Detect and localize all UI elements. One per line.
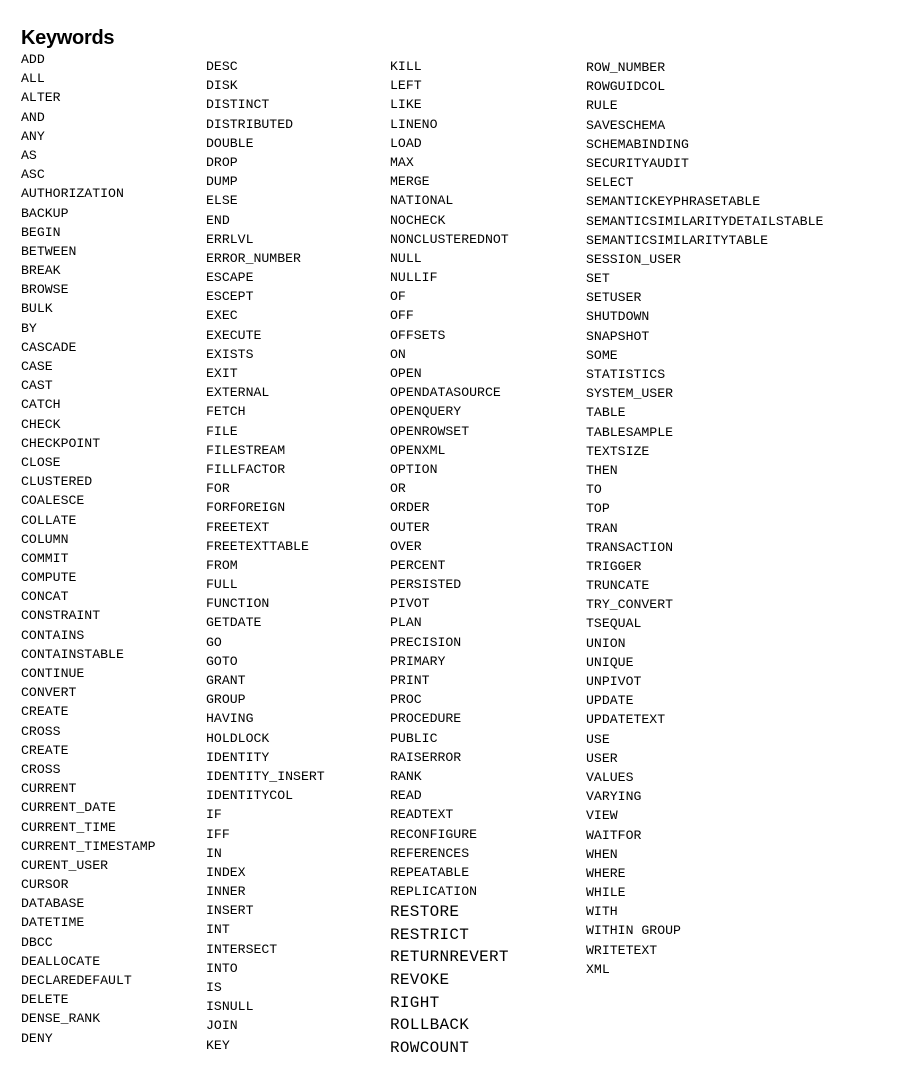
keyword-item: AUTHORIZATION [21, 186, 124, 202]
keyword-item: PERSISTED [390, 577, 462, 593]
keyword-item: ROWGUIDCOL [586, 79, 666, 95]
keyword-item: IF [206, 807, 222, 823]
keyword-item: NOCHECK [390, 212, 446, 228]
keyword-item: USE [586, 731, 610, 747]
keyword-item: FROM [206, 557, 238, 573]
keyword-item: DATABASE [21, 896, 85, 912]
keyword-item: READTEXT [390, 807, 454, 823]
keyword-item: INNER [206, 884, 246, 900]
keyword-item: ALTER [21, 90, 61, 106]
keyword-item: DUMP [206, 174, 238, 190]
keyword-item: ADD [21, 52, 45, 67]
keyword-item: SETUSER [586, 290, 642, 306]
keyword-item: WHERE [586, 865, 626, 881]
keyword-item: ERROR_NUMBER [206, 250, 301, 266]
keyword-item: TRANSACTION [586, 539, 674, 555]
keyword-item: DOUBLE [206, 135, 254, 151]
keyword-item: BACKUP [21, 205, 69, 221]
keyword-item: FULL [206, 577, 238, 593]
keyword-item: CURRENT_TIMESTAMP [21, 838, 156, 854]
keyword-item: ON [390, 346, 406, 362]
keyword-item: CREATE [21, 704, 69, 720]
keyword-item: CASE [21, 359, 53, 374]
keyword-item: EXISTS [206, 346, 254, 362]
keyword-item: OFF [390, 308, 414, 324]
keyword-item: TEXTSIZE [586, 443, 650, 459]
keyword-item: SEMANTICSIMILARITYDETAILSTABLE [586, 213, 824, 229]
keyword-item: CURSOR [21, 877, 69, 893]
keyword-item: NONCLUSTEREDNOT [390, 231, 509, 247]
keyword-item: GETDATE [206, 615, 262, 631]
keyword-item: WITHIN GROUP [586, 923, 681, 939]
keyword-item: IDENTITYCOL [206, 788, 294, 804]
keyword-item: RIGHT [390, 993, 440, 1012]
keyword-item: RECONFIGURE [390, 826, 478, 842]
keyword-item: MAX [390, 154, 414, 170]
keyword-item: DESC [206, 59, 238, 74]
keyword-item: TO [586, 482, 602, 498]
keyword-column-4 [586, 58, 823, 979]
keyword-item: TRY_CONVERT [586, 597, 674, 613]
keyword-item: VARYING [586, 789, 642, 805]
keyword-item: SEMANTICKEYPHRASETABLE [586, 194, 761, 210]
keyword-item: TRIGGER [586, 558, 642, 574]
keyword-item: COMPUTE [21, 570, 77, 586]
keyword-column-2 [206, 57, 325, 1055]
keyword-item: CHECKPOINT [21, 435, 101, 451]
keyword-item: CROSS [21, 723, 61, 739]
keyword-item: UPDATETEXT [586, 712, 666, 728]
keyword-item: NULLIF [390, 270, 438, 286]
keyword-item: BY [21, 320, 37, 336]
keyword-item: FETCH [206, 404, 246, 420]
keyword-item: EXECUTE [206, 327, 262, 343]
keyword-item: CAST [21, 378, 53, 394]
keyword-item: DBCC [21, 934, 53, 950]
keyword-item: CURENT_USER [21, 857, 109, 873]
keyword-item: SOME [586, 347, 618, 363]
keyword-item: REFERENCES [390, 845, 470, 861]
keyword-item: SAVESCHEMA [586, 117, 666, 133]
keyword-item: ANY [21, 128, 45, 144]
keyword-item: CREATE [21, 742, 69, 758]
keyword-item: OPENQUERY [390, 404, 462, 420]
keyword-item: BEGIN [21, 224, 61, 240]
keyword-item: OPENROWSET [390, 423, 470, 439]
keyword-item: INDEX [206, 864, 246, 880]
keyword-item: USER [586, 750, 618, 766]
keyword-item: CLOSE [21, 454, 61, 470]
keyword-item: AS [21, 147, 37, 163]
keyword-item: SYSTEM_USER [586, 386, 674, 402]
keyword-item: WHILE [586, 885, 626, 901]
keyword-item: RAISERROR [390, 749, 462, 765]
keyword-item: SECURITYAUDIT [586, 155, 689, 171]
keyword-column-3 [390, 57, 509, 1059]
keyword-item: PROC [390, 692, 422, 708]
keyword-item: REPEATABLE [390, 864, 470, 880]
keyword-item: CROSS [21, 761, 61, 777]
keyword-item: RETURNREVERT [390, 948, 509, 967]
keyword-item: SET [586, 271, 610, 287]
keyword-item: CONTAINSTABLE [21, 646, 124, 662]
keyword-item: INT [206, 922, 230, 938]
keyword-item: OFFSETS [390, 327, 446, 343]
keyword-item: FILESTREAM [206, 442, 286, 458]
page-title: Keywords [21, 27, 115, 50]
keyword-item: TABLE [586, 405, 626, 421]
keyword-item: CURRENT_DATE [21, 800, 116, 816]
keyword-item: ESCAPE [206, 270, 254, 286]
keyword-item: DENSE_RANK [21, 1011, 101, 1027]
keyword-item: FUNCTION [206, 596, 270, 612]
keyword-item: BROWSE [21, 282, 69, 298]
keyword-item: CONTINUE [21, 666, 85, 681]
keyword-item: OF [390, 289, 406, 305]
keyword-item: AND [21, 109, 45, 125]
keyword-item: FOR [206, 481, 230, 497]
keyword-item: COLLATE [21, 512, 77, 528]
keyword-item: CLUSTERED [21, 474, 93, 490]
keyword-item: PROCEDURE [390, 711, 462, 727]
keyword-item: ROW_NUMBER [586, 60, 666, 75]
keyword-item: GROUP [206, 692, 246, 708]
keyword-item: FREETEXT [206, 519, 270, 535]
keyword-item: WHEN [586, 846, 618, 862]
keyword-item: KEY [206, 1037, 230, 1053]
keyword-item: IDENTITY [206, 749, 270, 765]
keyword-item: PRIMARY [390, 653, 446, 669]
keyword-item: XML [586, 961, 610, 977]
keyword-item: INSERT [206, 903, 254, 919]
keyword-item: DISK [206, 78, 238, 94]
keyword-item: CONTAINS [21, 627, 85, 643]
keyword-item: DENY [21, 1030, 53, 1046]
keyword-item: OUTER [390, 519, 430, 535]
keyword-item: TOP [586, 501, 610, 517]
keyword-item: ASC [21, 167, 45, 183]
keyword-item: VIEW [586, 808, 618, 824]
keyword-item: PRECISION [390, 634, 462, 650]
keyword-item: BULK [21, 301, 53, 317]
keyword-item: NULL [390, 250, 422, 266]
keyword-item: ORDER [390, 500, 430, 516]
keyword-item: ROWCOUNT [390, 1038, 470, 1057]
keyword-item: RANK [390, 768, 422, 784]
keyword-item: WAITFOR [586, 827, 642, 843]
keyword-item: FILLFACTOR [206, 461, 286, 477]
keyword-item: PUBLIC [390, 730, 438, 746]
keyword-item: OVER [390, 538, 422, 554]
keyword-item: BREAK [21, 263, 61, 279]
keyword-item: CASCADE [21, 339, 77, 355]
keyword-item: DISTRIBUTED [206, 116, 294, 132]
keyword-item: LEFT [390, 78, 422, 94]
keyword-item: OPENDATASOURCE [390, 385, 501, 401]
keyword-item: TABLESAMPLE [586, 424, 674, 440]
keyword-item: JOIN [206, 1018, 238, 1034]
keyword-item: OPENXML [390, 442, 446, 458]
keyword-item: COALESCE [21, 493, 85, 509]
keyword-item: NATIONAL [390, 193, 454, 209]
keyword-item: GO [206, 634, 222, 650]
keyword-item: UNION [586, 635, 626, 651]
keyword-item: CONSTRAINT [21, 608, 101, 624]
keyword-item: DEALLOCATE [21, 953, 101, 969]
keyword-item: SHUTDOWN [586, 309, 650, 325]
keyword-item: IFF [206, 826, 230, 842]
keyword-item: DROP [206, 154, 238, 170]
keyword-item: CHECK [21, 416, 61, 432]
keyword-item: KILL [390, 59, 422, 74]
keyword-item: PERCENT [390, 557, 446, 573]
keyword-item: VALUES [586, 769, 634, 785]
keyword-item: LOAD [390, 135, 422, 151]
keyword-item: IS [206, 980, 222, 995]
keyword-item: WITH [586, 904, 618, 920]
keyword-item: CATCH [21, 397, 61, 413]
keyword-item: DISTINCT [206, 97, 270, 113]
keyword-item: INTO [206, 960, 238, 976]
keyword-item: ROLLBACK [390, 1016, 470, 1035]
keyword-item: LIKE [390, 97, 422, 113]
keyword-item: GOTO [206, 653, 238, 669]
keyword-item: READ [390, 788, 422, 804]
keyword-item: ERRLVL [206, 231, 254, 247]
keyword-item: FILE [206, 423, 238, 439]
keyword-item: SELECT [586, 175, 634, 191]
keyword-item: RULE [586, 98, 618, 114]
keyword-item: FORFOREIGN [206, 500, 286, 516]
keyword-item: TSEQUAL [586, 616, 642, 632]
keyword-item: IDENTITY_INSERT [206, 768, 325, 784]
keyword-item: ELSE [206, 193, 238, 209]
keyword-item: PIVOT [390, 596, 430, 612]
keyword-item: HAVING [206, 711, 254, 727]
keyword-item: COMMIT [21, 550, 69, 566]
keyword-item: BETWEEN [21, 243, 77, 259]
keyword-item: ESCEPT [206, 289, 254, 305]
keyword-item: UPDATE [586, 693, 634, 709]
keyword-item: THEN [586, 462, 618, 478]
keyword-item: CURRENT [21, 781, 77, 797]
keyword-item: CONVERT [21, 685, 77, 701]
keyword-item: PRINT [390, 673, 430, 688]
keyword-item: LINENO [390, 116, 438, 132]
keyword-item: EXIT [206, 366, 238, 381]
keyword-item: OPEN [390, 366, 422, 381]
keyword-item: INTERSECT [206, 941, 278, 957]
keyword-item: IN [206, 845, 222, 861]
keyword-item: STATISTICS [586, 367, 666, 382]
keyword-item: SESSION_USER [586, 251, 681, 267]
keyword-item: REVOKE [390, 971, 450, 990]
keyword-item: MERGE [390, 174, 430, 190]
keyword-item: TRUNCATE [586, 578, 650, 594]
keyword-item: REPLICATION [390, 884, 478, 900]
keyword-item: ALL [21, 71, 45, 87]
keyword-item: WRITETEXT [586, 942, 658, 958]
keyword-item: COLUMN [21, 531, 69, 547]
keyword-item: RESTORE [390, 903, 460, 922]
keyword-item: SCHEMABINDING [586, 136, 689, 152]
keyword-item: UNIQUE [586, 654, 634, 670]
keyword-item: EXEC [206, 308, 238, 324]
keyword-item: END [206, 212, 230, 228]
keyword-item: OR [390, 481, 406, 497]
keyword-item: TRAN [586, 520, 618, 536]
keyword-item: DATETIME [21, 915, 85, 931]
keyword-item: UNPIVOT [586, 674, 642, 689]
keyword-item: DECLAREDEFAULT [21, 973, 132, 988]
keyword-item: CONCAT [21, 589, 69, 605]
keyword-item: DELETE [21, 992, 69, 1008]
keyword-column-1 [21, 50, 156, 1048]
keyword-item: OPTION [390, 461, 438, 477]
keyword-item: ISNULL [206, 999, 254, 1015]
keyword-item: FREETEXTTABLE [206, 538, 309, 554]
keyword-item: CURRENT_TIME [21, 819, 116, 835]
keyword-item: SEMANTICSIMILARITYTABLE [586, 232, 769, 248]
keyword-item: GRANT [206, 673, 246, 688]
keyword-item: SNAPSHOT [586, 328, 650, 344]
keyword-item: EXTERNAL [206, 385, 270, 401]
keyword-item: RESTRICT [390, 925, 470, 944]
keyword-item: PLAN [390, 615, 422, 631]
keyword-item: HOLDLOCK [206, 730, 270, 746]
